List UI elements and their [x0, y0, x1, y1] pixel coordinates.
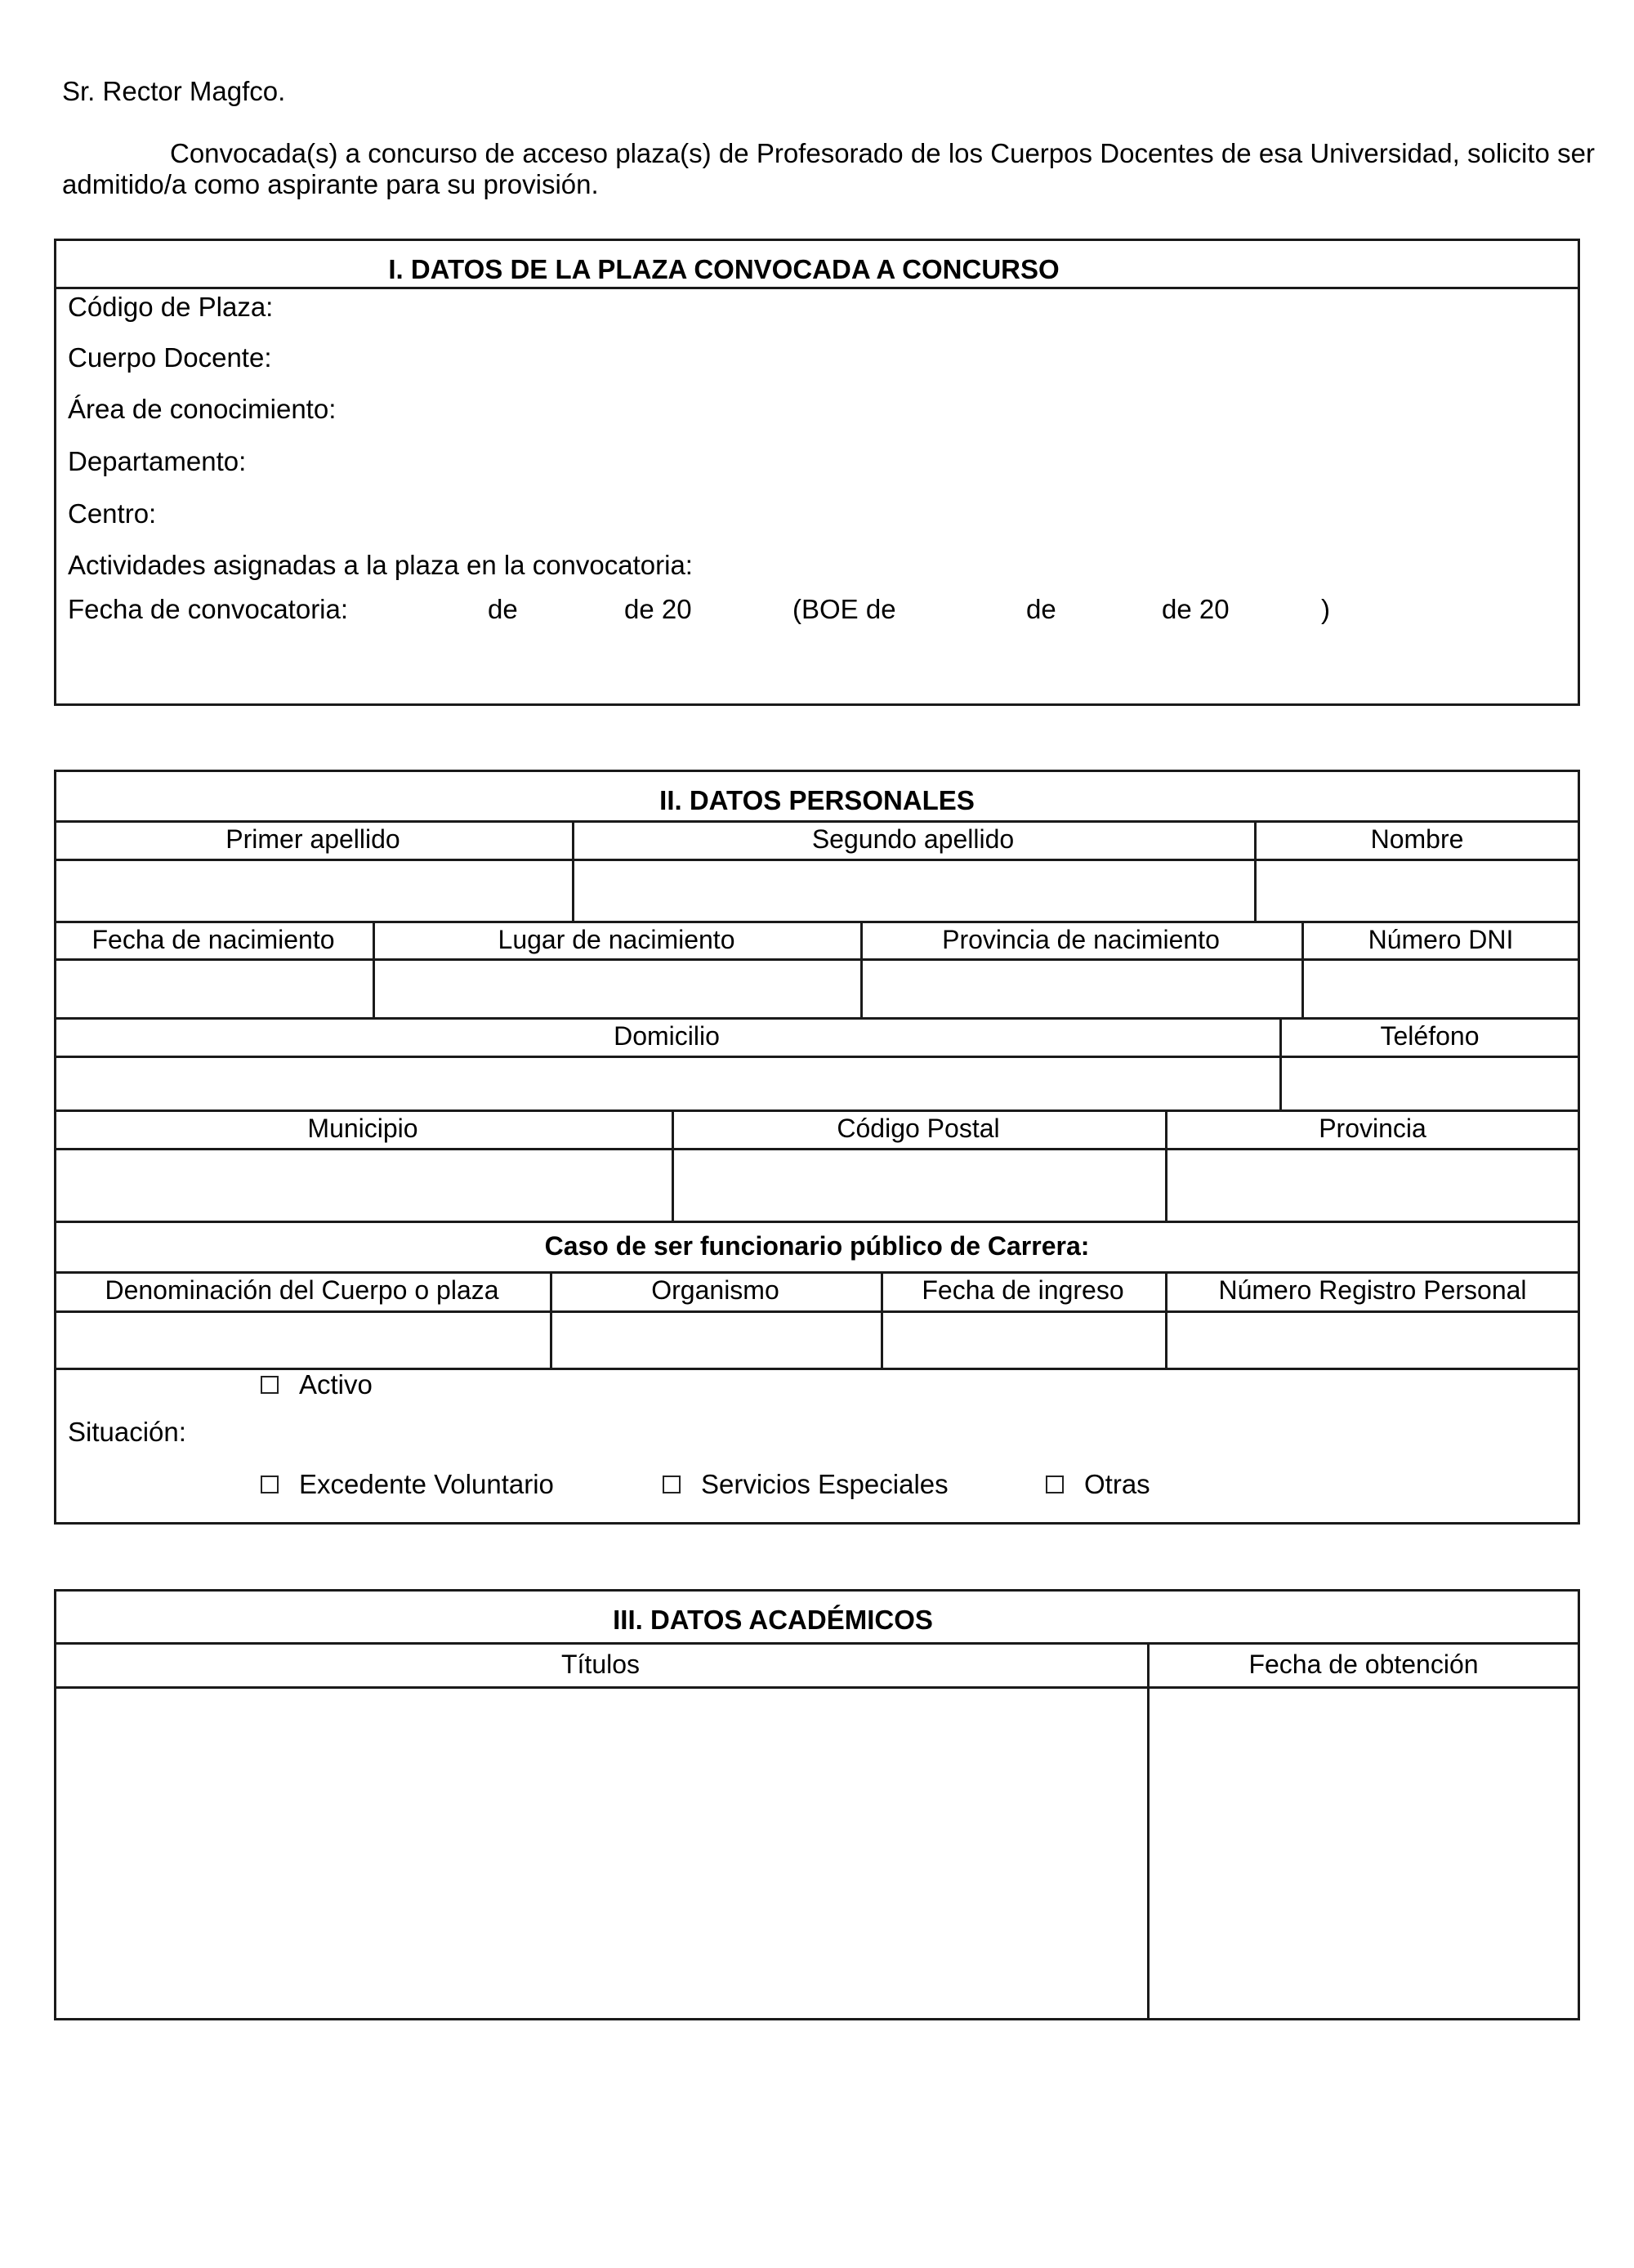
label-primer-apellido: Primer apellido [225, 824, 400, 854]
field-centro: Centro: [68, 498, 157, 529]
label-titulos: Títulos [560, 1650, 641, 1679]
s2-line-6 [54, 1056, 1580, 1058]
label-fecha-ingreso: Fecha de ingreso [922, 1275, 1124, 1305]
field-cuerpo-docente: Cuerpo Docente: [68, 342, 272, 373]
label-nombre: Nombre [1370, 824, 1464, 854]
s2-line-2 [54, 859, 1580, 861]
checkbox-activo[interactable] [261, 1376, 279, 1394]
field-area-conocimiento: Área de conocimiento: [68, 394, 337, 424]
label-municipio: Municipio [307, 1114, 418, 1143]
situacion-label: Situación: [68, 1417, 186, 1447]
field-codigo-plaza: Código de Plaza: [68, 292, 274, 322]
option-servicios-label: Servicios Especiales [701, 1469, 949, 1499]
s2-line-9 [54, 1221, 1580, 1223]
label-fecha-nacimiento: Fecha de nacimiento [92, 925, 335, 954]
field-departamento: Departamento: [68, 446, 247, 476]
intro-paragraph: Convocada(s) a concurso de acceso plaza(s) de Profesorado de los Cuerpos Docentes de esa Universidad, solicito ser admitido/a como aspirante para su provisión. [62, 138, 1595, 199]
label-fecha-obtencion: Fecha de obtención [1248, 1650, 1479, 1679]
s3-sep [1147, 1642, 1150, 2020]
s3-line-2 [54, 1686, 1580, 1689]
option-activo-label: Activo [299, 1369, 373, 1400]
boe-open: (BOE de [792, 594, 896, 624]
label-domicilio: Domicilio [614, 1021, 720, 1051]
label-telefono: Teléfono [1380, 1021, 1480, 1051]
field-fecha-convocatoria: Fecha de convocatoria: [68, 594, 349, 624]
label-numero-registro: Número Registro Personal [1218, 1275, 1527, 1305]
label-numero-dni: Número DNI [1368, 925, 1514, 954]
field-actividades: Actividades asignadas a la plaza en la convocatoria: [68, 550, 693, 580]
label-segundo-apellido: Segundo apellido [811, 824, 1015, 854]
s2-line-4 [54, 958, 1580, 961]
label-denominacion-cuerpo: Denominación del Cuerpo o plaza [105, 1275, 499, 1305]
checkbox-servicios-especiales[interactable] [663, 1476, 681, 1493]
section-1-divider [54, 287, 1580, 289]
section-1-box [54, 239, 1580, 706]
s2-line-8 [54, 1148, 1580, 1150]
section-2-title: II. DATOS PERSONALES [659, 785, 975, 815]
label-codigo-postal: Código Postal [837, 1114, 1000, 1143]
salutation: Sr. Rector Magfco. [62, 76, 286, 106]
date-de-1: de [488, 594, 518, 624]
section-2-box [54, 770, 1580, 1525]
boe-close: ) [1321, 594, 1330, 624]
checkbox-otras[interactable] [1046, 1476, 1064, 1493]
funcionario-title: Caso de ser funcionario público de Carrera: [544, 1231, 1090, 1261]
label-organismo: Organismo [651, 1275, 779, 1305]
label-lugar-nacimiento: Lugar de nacimiento [498, 925, 735, 954]
s2-line-11 [54, 1310, 1580, 1313]
section-1-title: I. DATOS DE LA PLAZA CONVOCADA A CONCURSO [388, 254, 1060, 284]
option-otras-label: Otras [1084, 1469, 1150, 1499]
s2-line-12 [54, 1368, 1580, 1370]
s3-line-1 [54, 1642, 1580, 1645]
checkbox-excedente-voluntario[interactable] [261, 1476, 279, 1493]
label-provincia-nacimiento: Provincia de nacimiento [942, 925, 1220, 954]
boe-de-20: de 20 [1162, 594, 1230, 624]
date-de-20: de 20 [624, 594, 692, 624]
section-3-title: III. DATOS ACADÉMICOS [613, 1605, 933, 1635]
label-provincia: Provincia [1319, 1114, 1426, 1143]
boe-de: de [1026, 594, 1056, 624]
option-excedente-label: Excedente Voluntario [299, 1469, 554, 1499]
